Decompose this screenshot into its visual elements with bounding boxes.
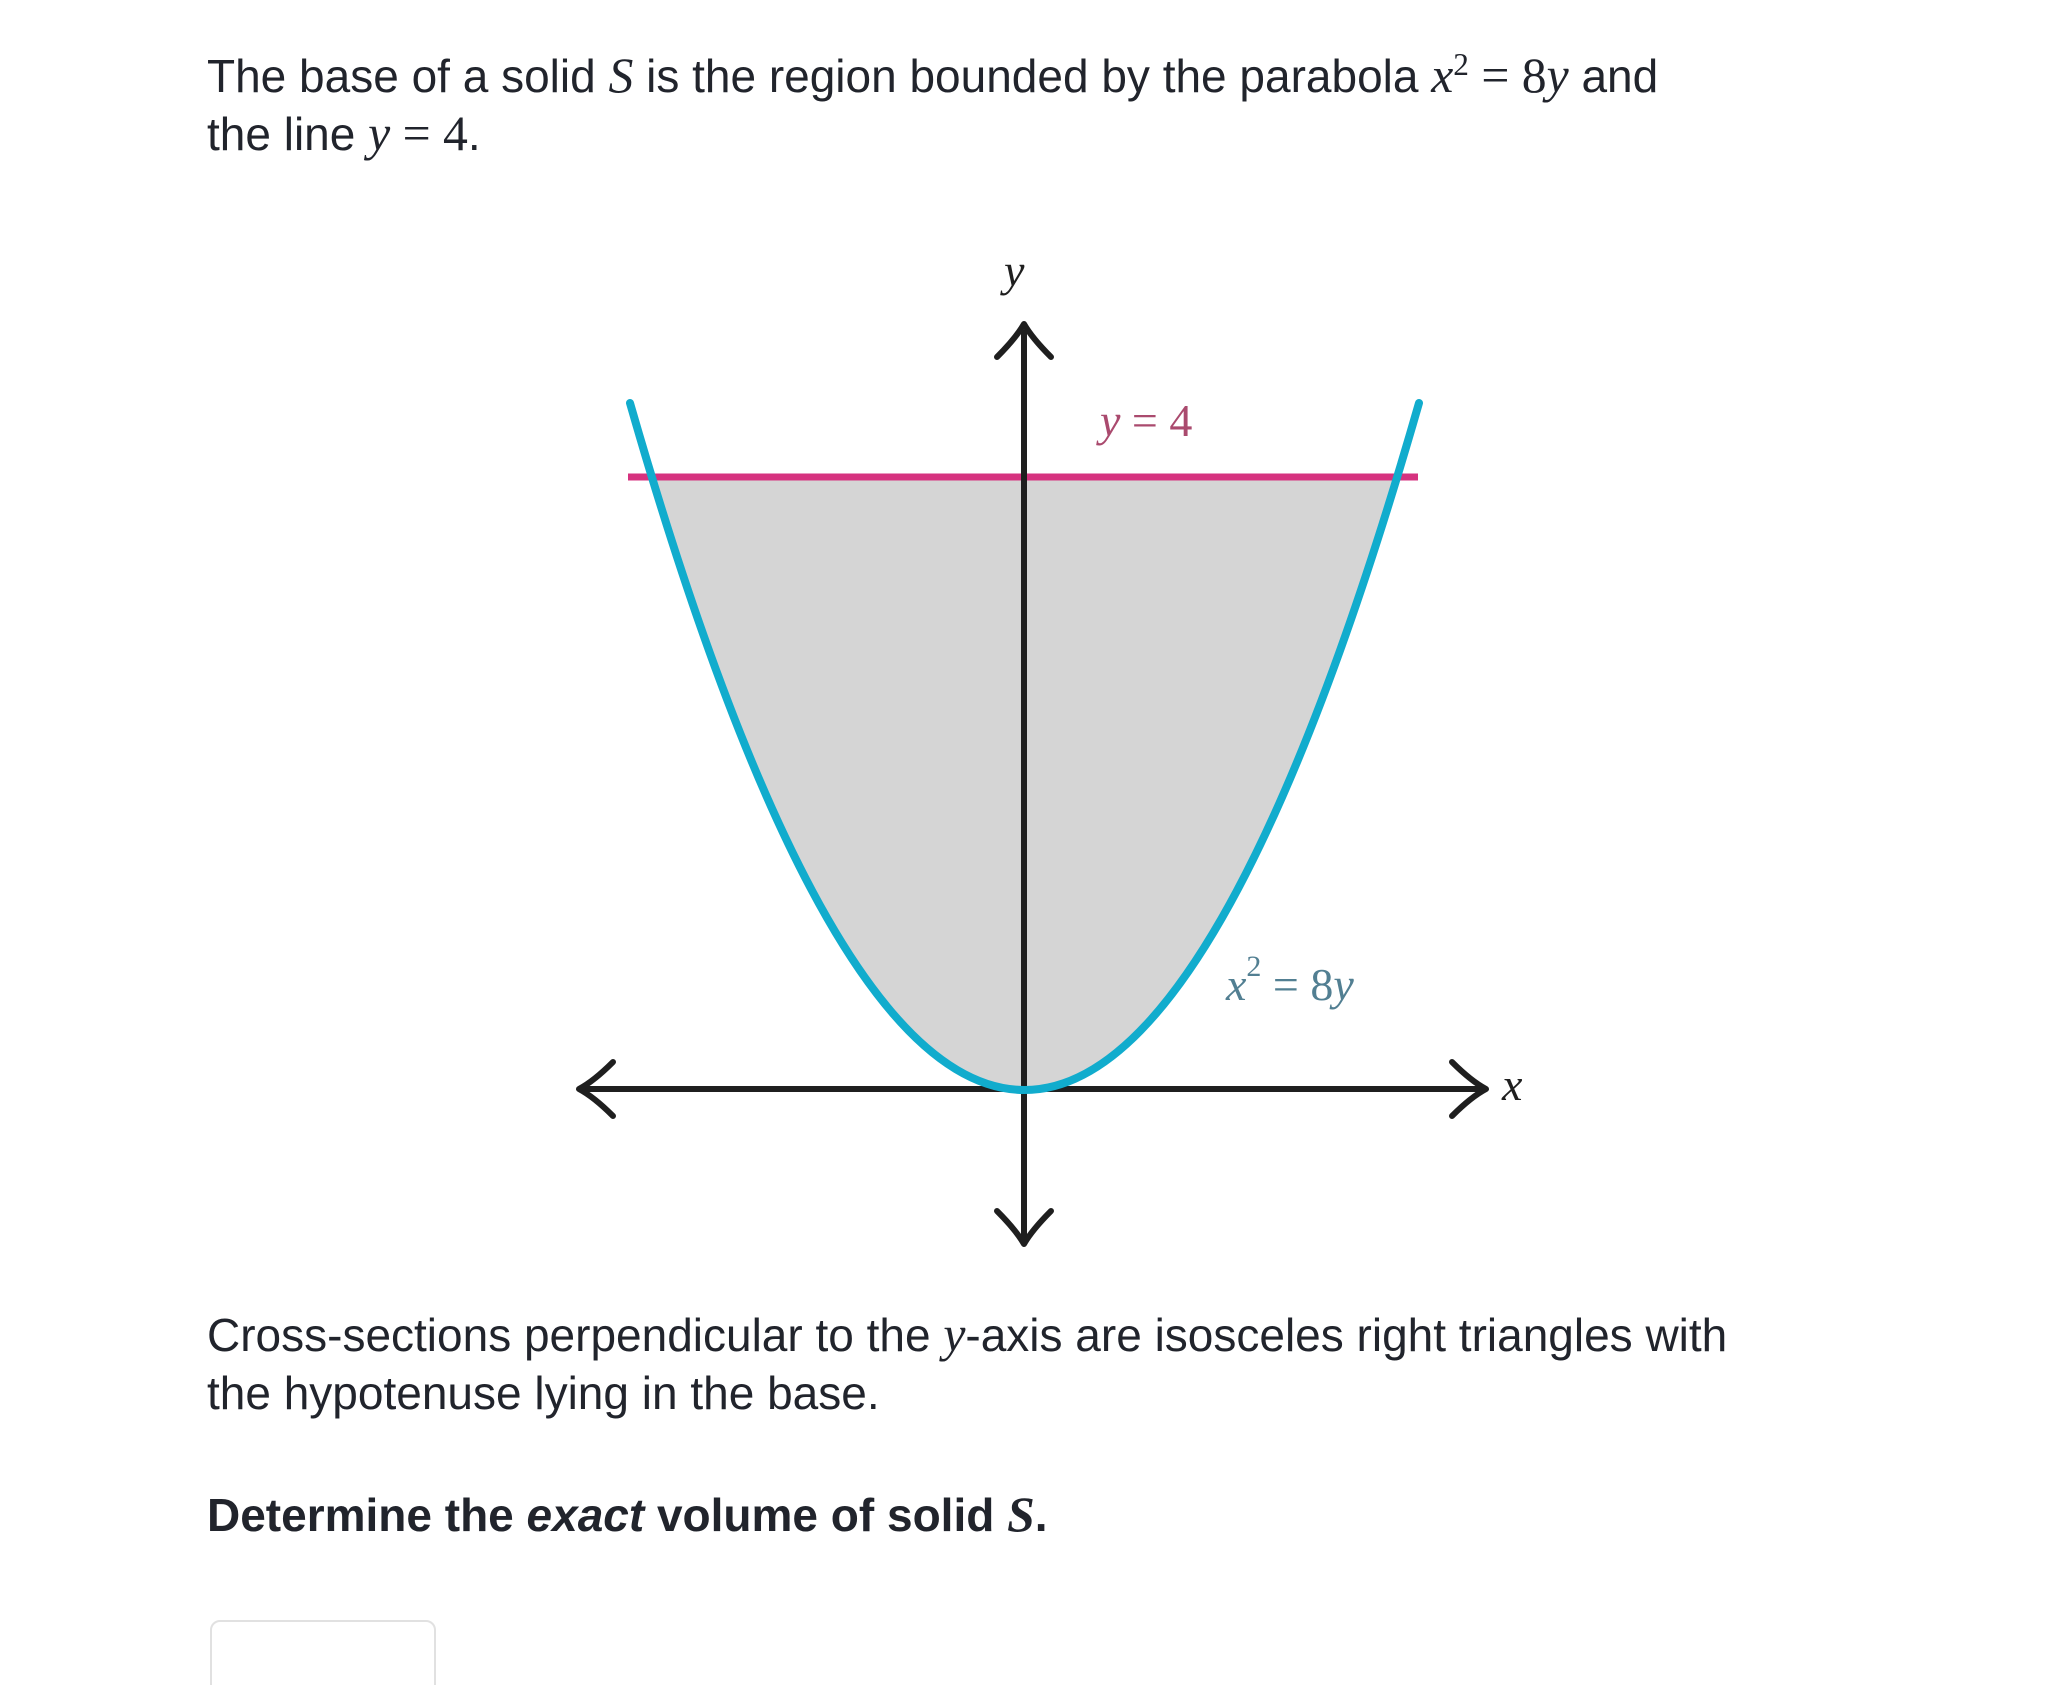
line-label-y: y (1100, 395, 1121, 446)
line-label-eq: = (1120, 395, 1170, 446)
intro-text-2: is the region bounded by the parabola (633, 50, 1432, 103)
line-equation-label (1100, 395, 1193, 446)
curve-label-eq: = (1261, 959, 1311, 1010)
curve-label-y: y (1333, 959, 1354, 1010)
curve-label-coef: 8 (1310, 959, 1334, 1010)
question-text-1: Determine the (207, 1489, 527, 1541)
math-y-axis-ref: y (943, 1307, 966, 1362)
intro-text-5: . (467, 108, 481, 161)
question-math-S: S (1007, 1487, 1035, 1542)
crosssec-text-1: Cross-sections perpendicular to the (207, 1309, 944, 1361)
intro-text-4: the line (207, 108, 369, 161)
intro-text-3: and (1568, 50, 1659, 103)
question-prompt (207, 1486, 1707, 1544)
math-x: x (1431, 48, 1454, 104)
question-emphasis-exact: exact (526, 1489, 645, 1541)
curve-label-x: x (1226, 959, 1247, 1010)
math-y-1: y (1546, 48, 1569, 104)
math-x-exponent: 2 (1453, 47, 1469, 82)
math-solid-S: S (608, 48, 634, 104)
answer-input[interactable] (210, 1620, 436, 1685)
crosssec-text-3: the hypotenuse lying in the base. (207, 1367, 880, 1419)
math-eight: 8 (1521, 48, 1547, 104)
intro-text-1: The base of a solid (207, 50, 609, 103)
y-axis-label: y (1004, 245, 1025, 296)
line-label-value: 4 (1169, 395, 1193, 446)
question-text-2: volume of solid (644, 1489, 1008, 1541)
question-text-3: . (1034, 1489, 1048, 1541)
math-y-2: y (368, 106, 391, 162)
x-axis-label: x (1502, 1059, 1523, 1110)
crosssec-text-2: -axis are isosceles right triangles with (965, 1309, 1728, 1361)
parabola-equation-label (1226, 952, 1354, 1008)
math-equals-1: = (1468, 48, 1522, 104)
cross-section-statement (207, 1306, 1967, 1422)
curve-label-exponent: 2 (1246, 950, 1262, 983)
math-equals-2: = (390, 106, 444, 162)
math-four: 4 (443, 106, 468, 162)
